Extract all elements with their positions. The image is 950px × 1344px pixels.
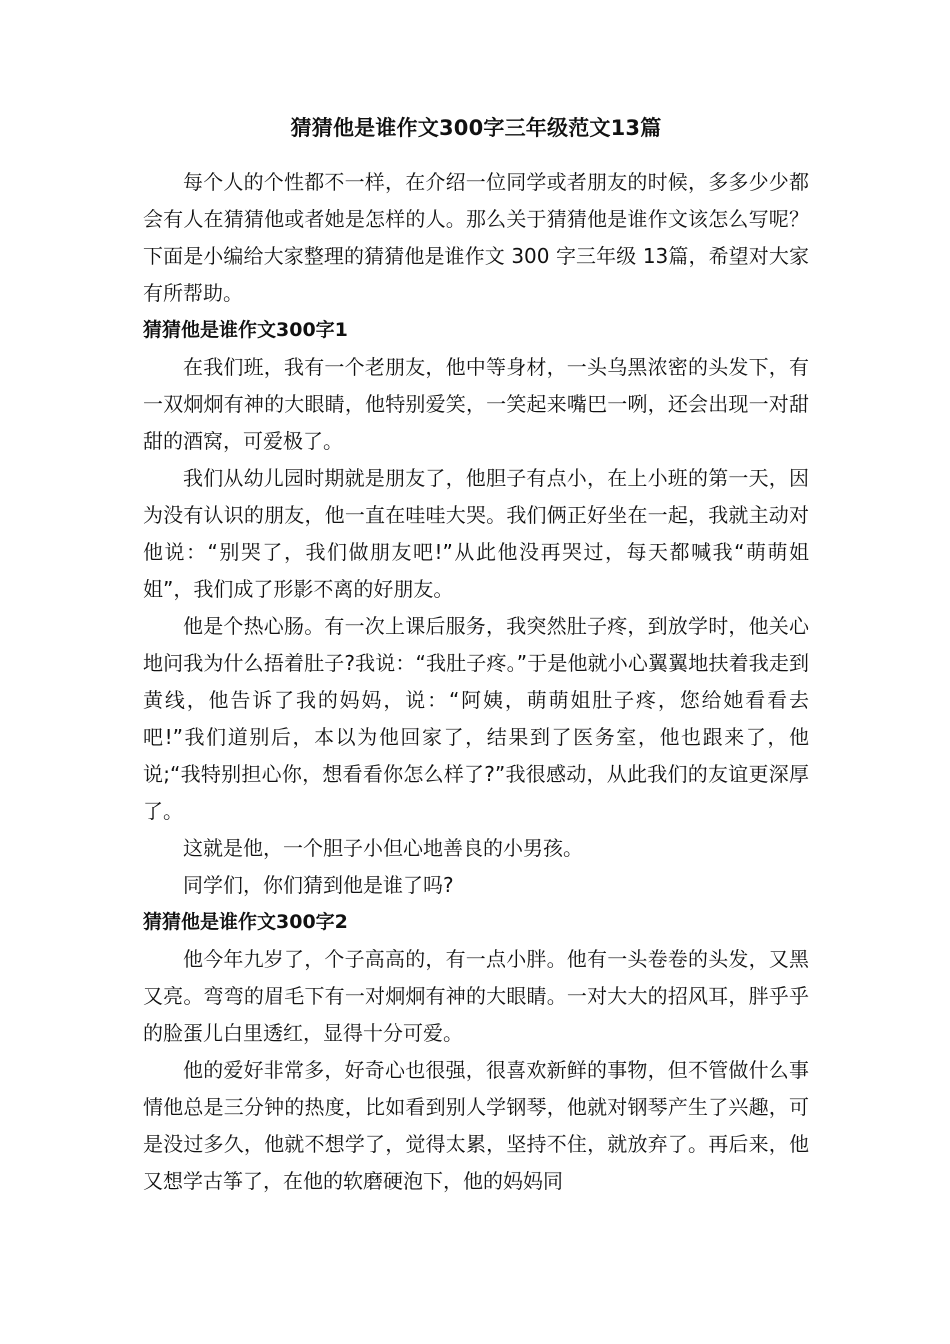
body-paragraph: 在我们班，我有一个老朋友，他中等身材，一头乌黑浓密的头发下，有一双炯炯有神的大眼睛，他特别爱笑，一笑起来嘴巴一咧，还会出现一对甜甜的酒窝，可爱极了。 [143,355,809,453]
body-paragraph: 他是个热心肠。有一次上课后服务，我突然肚子疼，到放学时，他关心地问我为什么捂着肚子?我说：“我肚子疼。”于是他就小心翼翼地扶着我走到黄线，他告诉了我的妈妈，说：“阿姨，萌萌姐肚子疼，您给她看看去吧!”我们道别后，本以为他回家了，结果到了医务室，他也跟来了，他说;“我特别担心你，想看看你怎么样了?”我很感动，从此我们的友谊更深厚了。 [143,614,809,823]
document-title: 猜猜他是谁作文300字三年级范文13篇 [290,116,662,140]
body-paragraph: 我们从幼儿园时期就是朋友了，他胆子有点小，在上小班的第一天，因为没有认识的朋友，他一直在哇哇大哭。我们俩正好坐在一起，我就主动对他说：“别哭了，我们做朋友吧!”从此他没再哭过，每天都喊我“萌萌姐姐”，我们成了形影不离的好朋友。 [143,466,809,601]
body-paragraph: 他的爱好非常多，好奇心也很强，很喜欢新鲜的事物，但不管做什么事情他总是三分钟的热度，比如看到别人学钢琴，他就对钢琴产生了兴趣，可是没过多久，他就不想学了，觉得太累，坚持不住，就放弃了。再后来，他又想学古筝了，在他的软磨硬泡下，他的妈妈同 [143,1058,809,1193]
section-2 [143,904,809,1200]
section-heading: 猜猜他是谁作文300字1 [143,319,348,341]
intro-paragraph: 每个人的个性都不一样，在介绍一位同学或者朋友的时候，多多少少都会有人在猜猜他或者她是怎样的人。那么关于猜猜他是谁作文该怎么写呢？下面是小编给大家整理的猜猜他是谁作文 300 字三年级 13篇，希望对大家有所帮助。 [143,170,809,305]
body-paragraph: 同学们，你们猜到他是谁了吗? [183,873,454,897]
document-body [143,108,809,1200]
section-heading: 猜猜他是谁作文300字2 [143,911,348,933]
section-1 [143,312,809,904]
body-paragraph: 他今年九岁了，个子高高的，有一点小胖。他有一头卷卷的头发，又黑又亮。弯弯的眉毛下有一对炯炯有神的大眼睛。一对大大的招风耳，胖乎乎的脸蛋儿白里透红，显得十分可爱。 [143,947,809,1045]
body-paragraph: 这就是他，一个胆子小但心地善良的小男孩。 [183,836,583,860]
